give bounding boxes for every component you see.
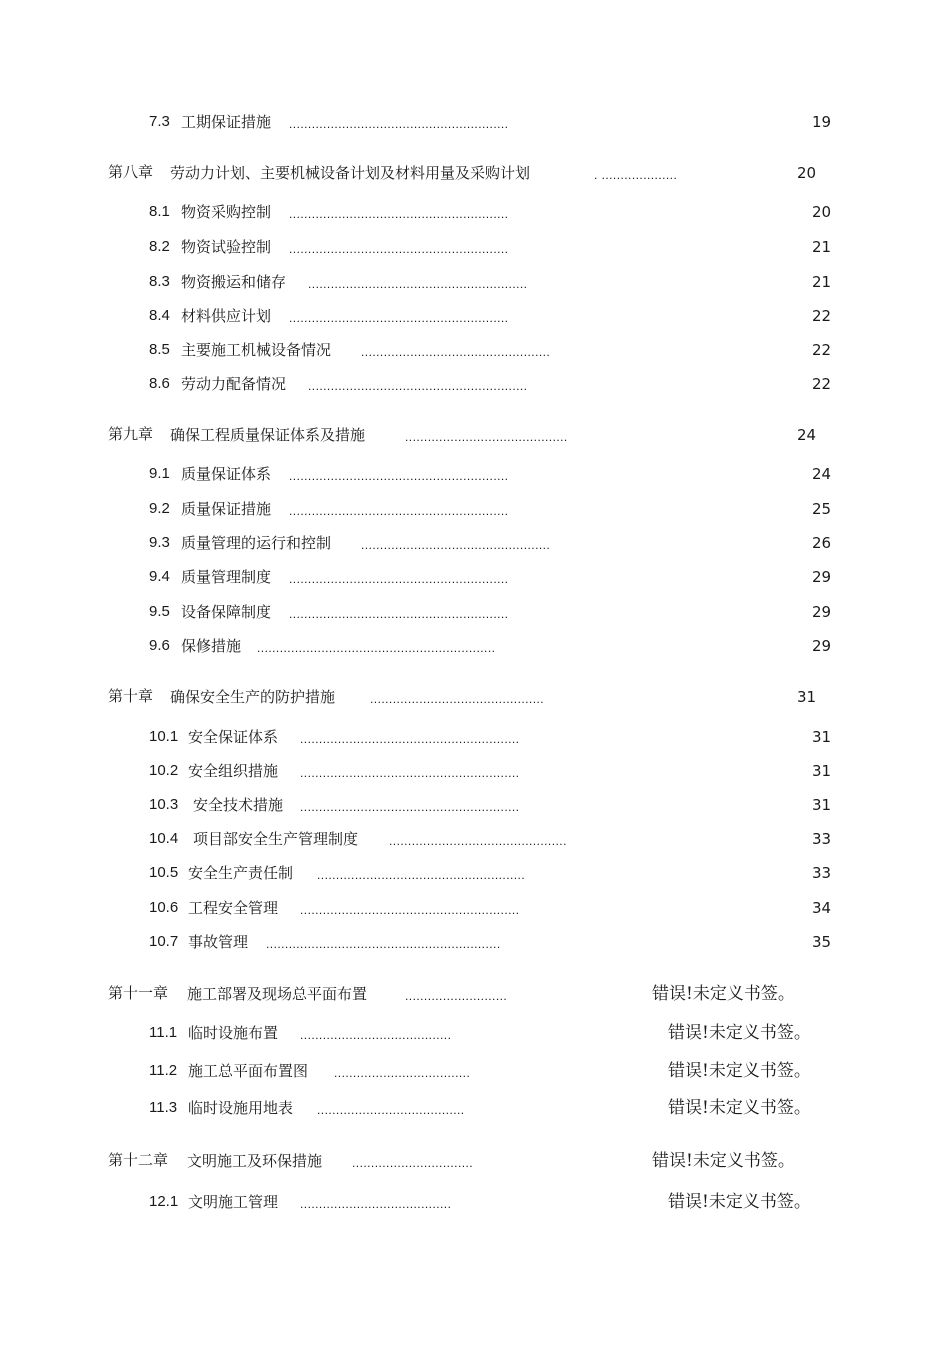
toc-section-row[interactable] [0,896,950,920]
toc-chapter-row[interactable] [0,982,950,1006]
toc-chapter-row[interactable] [0,685,950,709]
toc-number: 第八章 [108,164,154,181]
toc-title: 物资采购控制 [181,203,272,221]
toc-title: 施工部署及现场总平面布置 [187,985,368,1003]
toc-section-row[interactable] [0,1096,950,1120]
toc-leader-dots: . .................... [594,168,678,182]
toc-page-number: 25 [812,500,832,518]
toc-section-row[interactable] [0,827,950,851]
toc-section-row[interactable] [0,462,950,486]
toc-number: 10.1 [149,728,179,745]
toc-page-number: 31 [812,762,832,780]
toc-page-number: 31 [797,688,817,706]
toc-number: 第九章 [108,426,154,443]
toc-section-row[interactable] [0,200,950,224]
toc-page-number: 21 [812,273,832,291]
toc-number: 8.3 [149,273,170,290]
toc-leader-dots: .................................................. [361,345,551,359]
toc-leader-dots: .......................................................... [300,800,520,814]
toc-number: 第十章 [108,688,154,705]
toc-page-number: 错误!未定义书签。 [668,1098,811,1118]
toc-section-row[interactable] [0,725,950,749]
toc-number: 10.7 [149,933,179,950]
toc-chapter-row[interactable] [0,161,950,185]
toc-section-row[interactable] [0,930,950,954]
toc-page-number: 错误!未定义书签。 [668,1023,811,1043]
toc-title: 施工总平面布置图 [188,1062,309,1080]
toc-leader-dots: .......................................................... [289,117,509,131]
toc-section-row[interactable] [0,110,950,134]
toc-number: 9.6 [149,637,170,654]
toc-page-number: 20 [797,164,817,182]
toc-leader-dots: ........................................... [405,430,568,444]
toc-number: 7.3 [149,113,170,130]
toc-page-number: 24 [812,465,832,483]
toc-page-number: 错误!未定义书签。 [652,1151,795,1171]
toc-number: 9.1 [149,465,170,482]
toc-section-row[interactable] [0,759,950,783]
toc-title: 确保安全生产的防护措施 [170,688,336,706]
toc-number: 8.6 [149,375,170,392]
toc-section-row[interactable] [0,372,950,396]
toc-page-number: 33 [812,864,832,882]
toc-number: 9.3 [149,534,170,551]
toc-leader-dots: ....................................................... [317,868,526,882]
toc-number: 第十二章 [108,1152,169,1169]
toc-title: 安全技术措施 [193,796,284,814]
toc-number: 9.4 [149,568,170,585]
toc-page-number: 29 [812,568,832,586]
toc-title: 事故管理 [188,933,249,951]
toc-section-row[interactable] [0,1021,950,1045]
toc-title: 物资搬运和储存 [181,273,287,291]
toc-title: 劳动力配备情况 [181,375,287,393]
toc-title: 安全组织措施 [188,762,279,780]
toc-leader-dots: .......................................................... [289,207,509,221]
toc-number: 11.2 [149,1062,178,1079]
toc-leader-dots: .......................................................... [289,572,509,586]
toc-section-row[interactable] [0,634,950,658]
toc-page-number: 31 [812,728,832,746]
toc-page-number: 29 [812,637,832,655]
toc-number: 8.1 [149,203,170,220]
toc-leader-dots: .................................................. [361,538,551,552]
toc-leader-dots: .......................................................... [289,311,509,325]
toc-leader-dots: .......................................................... [289,242,509,256]
toc-title: 材料供应计划 [181,307,272,325]
toc-page-number: 22 [812,307,832,325]
toc-title: 物资试验控制 [181,238,272,256]
toc-section-row[interactable] [0,565,950,589]
toc-title: 质量保证体系 [181,465,272,483]
toc-page-number: 22 [812,375,832,393]
toc-page-number: 21 [812,238,832,256]
toc-page-number: 35 [812,933,832,951]
toc-number: 10.3 [149,796,179,813]
toc-chapter-row[interactable] [0,1149,950,1173]
toc-section-row[interactable] [0,531,950,555]
toc-title: 安全保证体系 [188,728,279,746]
toc-leader-dots: ................................ [352,1156,474,1170]
toc-section-row[interactable] [0,235,950,259]
toc-leader-dots: ....................................... [317,1103,465,1117]
toc-section-row[interactable] [0,600,950,624]
toc-section-row[interactable] [0,793,950,817]
toc-leader-dots: .......................................................... [308,277,528,291]
toc-number: 8.5 [149,341,170,358]
toc-page-number: 33 [812,830,832,848]
toc-leader-dots: .............................................. [370,692,545,706]
toc-title: 临时设施用地表 [188,1099,294,1117]
toc-leader-dots: .......................................................... [300,732,520,746]
toc-title: 安全生产责任制 [188,864,294,882]
toc-title: 项目部安全生产管理制度 [193,830,359,848]
toc-page-number: 22 [812,341,832,359]
toc-leader-dots: ........................................ [300,1028,452,1042]
toc-page-number: 31 [812,796,832,814]
toc-number: 10.4 [149,830,179,847]
toc-leader-dots: .............................................................. [266,937,501,951]
toc-page-number: 20 [812,203,832,221]
toc-leader-dots: ........................................ [300,1197,452,1211]
toc-page-number: 19 [812,113,832,131]
toc-title: 劳动力计划、主要机械设备计划及材料用量及采购计划 [170,164,531,182]
toc-page-number: 29 [812,603,832,621]
toc-title: 工期保证措施 [181,113,272,131]
toc-chapter-row[interactable] [0,423,950,447]
toc-leader-dots: .................................... [334,1066,471,1080]
toc-section-row[interactable] [0,338,950,362]
toc-leader-dots: .......................................................... [300,903,520,917]
toc-leader-dots: ........................... [405,989,508,1003]
toc-page-number: 26 [812,534,832,552]
toc-leader-dots: .......................................................... [300,766,520,780]
toc-title: 工程安全管理 [188,899,279,917]
toc-leader-dots: ............................................................... [257,641,496,655]
toc-number: 11.1 [149,1024,178,1041]
toc-title: 文明施工管理 [188,1193,279,1211]
toc-title: 主要施工机械设备情况 [181,341,332,359]
toc-section-row[interactable] [0,861,950,885]
toc-title: 质量管理的运行和控制 [181,534,332,552]
toc-number: 10.2 [149,762,179,779]
toc-title: 文明施工及环保措施 [187,1152,323,1170]
toc-page-number: 错误!未定义书签。 [668,1061,811,1081]
toc-section-row[interactable] [0,270,950,294]
toc-section-row[interactable] [0,1190,950,1214]
toc-number: 8.4 [149,307,170,324]
toc-number: 12.1 [149,1193,179,1210]
toc-leader-dots: .......................................................... [289,607,509,621]
toc-title: 确保工程质量保证体系及措施 [170,426,366,444]
toc-section-row[interactable] [0,497,950,521]
toc-title: 临时设施布置 [188,1024,279,1042]
toc-leader-dots: .......................................................... [289,504,509,518]
toc-title: 保修措施 [181,637,242,655]
toc-page-number: 错误!未定义书签。 [652,984,795,1004]
toc-title: 质量保证措施 [181,500,272,518]
toc-section-row[interactable] [0,304,950,328]
toc-number: 9.2 [149,500,170,517]
toc-number: 第十一章 [108,985,169,1002]
toc-number: 10.5 [149,864,179,881]
toc-number: 8.2 [149,238,170,255]
toc-number: 9.5 [149,603,170,620]
toc-title: 设备保障制度 [181,603,272,621]
toc-page-number: 错误!未定义书签。 [668,1192,811,1212]
toc-section-row[interactable] [0,1059,950,1083]
toc-page-number: 34 [812,899,832,917]
toc-page-number: 24 [797,426,817,444]
toc-leader-dots: .......................................................... [308,379,528,393]
toc-number: 11.3 [149,1099,178,1116]
toc-title: 质量管理制度 [181,568,272,586]
toc-number: 10.6 [149,899,179,916]
toc-leader-dots: .......................................................... [289,469,509,483]
toc-leader-dots: ............................................... [389,834,567,848]
